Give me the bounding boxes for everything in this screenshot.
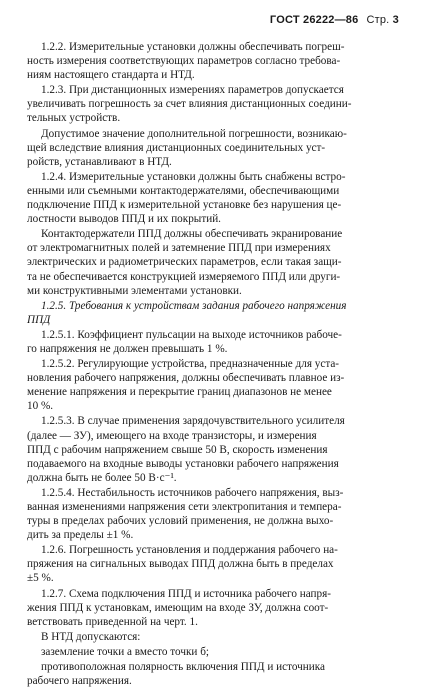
text-line: подключение ППД к измерительной установке без нарушения це- <box>27 199 342 212</box>
paragraph-p7 <box>27 328 402 356</box>
text-line: ветствовать приведенной на черт. 1. <box>27 615 198 628</box>
text-line: ность измерения соответствующих параметров согласно требова- <box>27 55 341 68</box>
paragraph-p10 <box>27 486 402 542</box>
paragraph-p12 <box>27 587 402 629</box>
text-line: го напряжения не должен превышать 1 %. <box>27 342 228 355</box>
paragraph-p11 <box>27 543 402 585</box>
text-line: 10 %. <box>27 400 54 413</box>
text-line: ППД с рабочим напряжением свыше 50 В, скорость изменения <box>27 443 328 456</box>
text-line: ройств, устанавливают в НТД. <box>27 155 172 168</box>
text-line: 1.2.7. Схема подключения ППД и источника рабочего напря- <box>41 587 331 600</box>
text-line: тельных устройств. <box>27 112 121 125</box>
text-line: щей вследствие влияния дистанционных соединительных уст- <box>27 141 326 154</box>
text-line: лостности выводов ППД и их покрытий. <box>27 213 221 226</box>
text-line: 1.2.6. Погрешность установления и поддержания рабочего на- <box>41 544 338 557</box>
paragraph-p13 <box>27 630 402 644</box>
text-line: противоположная полярность включения ППД и источника <box>41 661 325 674</box>
text-line: заземление точки а вместо точки б; <box>41 645 209 658</box>
text-line: туры в пределах рабочих условий применения, не должна выхо- <box>27 515 334 528</box>
text-line: должна быть не более 50 В·с⁻¹. <box>27 471 177 484</box>
text-line: пряжения на сигнальных выводах ППД должна быть в пределах <box>27 558 334 571</box>
text-line: электрических и радиометрических параметров, если такая защи- <box>27 256 342 269</box>
text-line: новления рабочего напряжения, должны обеспечивать плавное из- <box>27 372 345 385</box>
text-line: жения ППД к установкам, имеющим на входе ЗУ, должна соот- <box>27 601 329 614</box>
text-line: 1.2.5.1. Коэффициент пульсации на выходе источников рабоче- <box>41 328 342 341</box>
text-line: от электромагнитных полей и затемнение ППД при измерениях <box>27 242 331 255</box>
paragraph-p2 <box>27 83 402 125</box>
text-line: Контактодержатели ППД должны обеспечивать экранирование <box>41 228 343 241</box>
text-line: 1.2.5.4. Нестабильность источников рабочего напряжения, выз- <box>41 486 344 499</box>
text-line: (далее — ЗУ), имеющего на входе транзисторы, и измерения <box>27 429 317 442</box>
paragraph-p5 <box>27 227 402 297</box>
text-line: рабочего напряжения. <box>27 675 132 688</box>
text-line: увеличивать погрешность за счет влияния дистанционных соедини- <box>27 98 352 111</box>
text-line: дить за пределы ±1 %. <box>27 529 134 542</box>
text-line: 1.2.5.2. Регулирующие устройства, предназначенные для уста- <box>41 358 340 371</box>
text-line: Допустимое значение дополнительной погрешности, возникаю- <box>41 127 347 140</box>
text-line: В НТД допускаются: <box>41 630 141 643</box>
paragraph-p3 <box>27 127 402 169</box>
text-line: ниям настоящего стандарта и НТД. <box>27 69 195 82</box>
paragraph-p9 <box>27 414 402 484</box>
paragraph-p8 <box>27 357 402 413</box>
text-line: та не обеспечивается конструкцией измеряемого ППД или други- <box>27 270 341 283</box>
paragraph-p1 <box>27 40 402 82</box>
text-line: ±5 %. <box>27 572 54 585</box>
text-line: 1.2.2. Измерительные установки должны обеспечивать погреш- <box>41 41 345 53</box>
text-line: 1.2.3. При дистанционных измерениях параметров допускается <box>41 84 344 97</box>
paragraph-p15 <box>27 660 402 688</box>
text-line: ППД <box>27 313 51 326</box>
text-line: 1.2.5.3. В случае применения зарядочувствительного усилителя <box>41 415 345 428</box>
text-line: енными или съемными контактодержателями, обеспечивающими <box>27 184 340 197</box>
text-line: 1.2.5. Требования к устройствам задания рабочего напряжения <box>41 299 347 312</box>
text-line: ванная изменениями напряжения сети электропитания и темпера- <box>27 501 342 513</box>
document-body <box>27 40 402 689</box>
text-line: менение напряжения и перекрытие границ диапазонов не менее <box>27 386 332 399</box>
paragraph-p4 <box>27 170 402 226</box>
text-line: 1.2.4. Измерительные установки должны быть снабжены встро- <box>41 170 346 183</box>
page-label: Стр. <box>366 14 390 26</box>
page-number: 3 <box>392 14 399 26</box>
page-header <box>270 14 399 26</box>
standard-number: ГОСТ 26222—86 <box>269 14 359 26</box>
text-line: подаваемого на входные выводы установки рабочего напряжения <box>27 457 339 470</box>
paragraph-p6 <box>27 299 402 327</box>
text-line: ми конструктивными элементами установки. <box>27 284 242 297</box>
paragraph-p14 <box>27 645 402 659</box>
